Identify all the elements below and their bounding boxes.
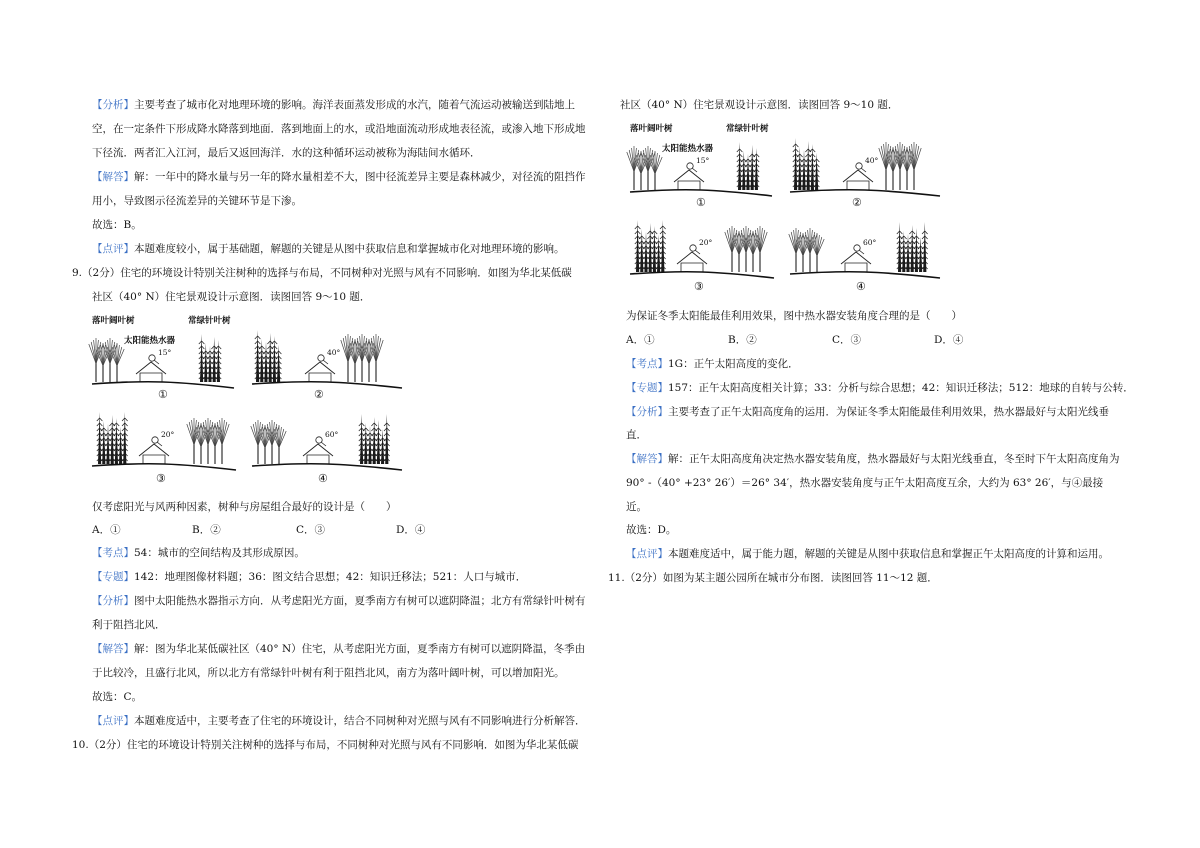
- heater-angle-label: 20°: [699, 238, 713, 247]
- q9-option-c: C．③: [296, 524, 326, 536]
- q10-comment-text: 本题难度适中，属于能力题，解题的关键是从图中获取信息和掌握正午太阳高度的计算和运用。: [668, 548, 1109, 560]
- q10-zhuanti-text: 157：正午太阳高度相关计算；33：分析与综合思想；42：知识迁移法；512：地球的自转与公转．: [668, 382, 1134, 394]
- q9-stem-2: 社区（40° N）住宅景观设计示意图．读图回答 9～10 题．: [92, 291, 371, 303]
- heater-angle-label: 60°: [863, 238, 877, 247]
- house-with-solar-heater: [674, 156, 710, 190]
- q8-analysis-text-3: 下径流．两者汇入江河，最后又返回海洋．水的这种循环运动被称为海陆间水循环．: [92, 147, 481, 159]
- panel-number-label: ③: [156, 472, 166, 485]
- q10-analysis: [626, 405, 1109, 419]
- panel-number-label: ③: [694, 280, 704, 293]
- q10-question: 为保证冬季太阳能最佳利用效果，图中热水器安装角度合理的是（ ）: [626, 310, 962, 322]
- conifer-trees: [897, 222, 928, 272]
- house-with-solar-heater: [841, 238, 877, 272]
- deciduous-tree-label: 落叶阔叶树: [630, 124, 673, 134]
- roof-icon: [674, 170, 704, 182]
- zhuanti-tag: 【专题】: [626, 382, 668, 394]
- q9-kaodian: [92, 546, 305, 560]
- q8-comment-text: 本题难度较小，属于基础题，解题的关键是从图中获取信息和掌握城市化对地理环境的影响。: [134, 243, 565, 255]
- q9-zhuanti: [92, 570, 526, 584]
- q10-stem-1: 10.（2分）住宅的环境设计特别关注树种的选择与布局，不同树种对光照与风有不同影响．如图为华北某低碳: [72, 739, 579, 751]
- q10-answer-text-1: 解：正午太阳高度角决定热水器安装角度，热水器最好与太阳光线垂直，冬至时下午太阳高度角为: [668, 453, 1120, 465]
- q8-choice: 故选：B。: [92, 219, 142, 231]
- q10-choice: 故选：D。: [626, 524, 677, 536]
- house-icon: [140, 373, 162, 382]
- deciduous-trees: [89, 338, 124, 382]
- house-icon: [309, 373, 331, 382]
- house-icon: [143, 455, 165, 464]
- q9-kaodian-text: 54：城市的空间结构及其形成原因。: [134, 547, 305, 559]
- kaodian-tag: 【考点】: [92, 547, 134, 559]
- q9-option-b: B．②: [192, 524, 221, 536]
- heater-angle-label: 15°: [696, 156, 710, 165]
- kaodian-tag: 【考点】: [626, 358, 668, 370]
- q10-answer: [626, 452, 1120, 466]
- conifer-trees: [255, 330, 282, 382]
- q10-zhuanti: [626, 381, 1134, 395]
- q9-choice: 故选：C。: [92, 691, 143, 703]
- panel-number-label: ②: [314, 388, 324, 401]
- panel-number-label: ②: [852, 196, 862, 209]
- house-with-solar-heater: [303, 430, 339, 464]
- q8-answer: [92, 170, 586, 184]
- deciduous-trees: [879, 142, 921, 190]
- answer-tag: 【解答】: [92, 171, 134, 183]
- roof-icon: [305, 362, 335, 374]
- q10-option-d: D．④: [934, 334, 964, 346]
- roof-icon: [677, 252, 707, 264]
- conifer-trees: [97, 412, 128, 464]
- q10-kaodian: [626, 357, 799, 371]
- q10-answer-text-2: 90° -（40° +23° 26′）＝26° 34′，热水器安装角度与正午太阳高度互余，大约为 63° 26′，与④最接: [626, 477, 1104, 489]
- figure-panel-2: [790, 138, 940, 209]
- zhuanti-tag: 【专题】: [92, 571, 134, 583]
- panel-number-label: ④: [318, 472, 328, 485]
- q10-stem-2: 社区（40° N）住宅景观设计示意图．读图回答 9～10 题．: [620, 99, 899, 111]
- comment-tag: 【点评】: [92, 715, 134, 727]
- heater-angle-label: 40°: [865, 156, 879, 165]
- ground-line: [630, 272, 774, 278]
- conifer-trees: [359, 414, 390, 464]
- q9-answer-text-1: 解：图为华北某低碳社区（40° N）住宅，从考虑阳光方面，夏季南方有树可以遮阴降温，冬季由: [134, 643, 586, 655]
- q9-option-a: A．①: [92, 524, 121, 536]
- deciduous-trees: [187, 418, 229, 464]
- q9-analysis-text-1: 图中太阳能热水器指示方向．从考虑阳光方面，夏季南方有树可以遮阴降温；北方有常绿针叶树有: [134, 595, 586, 607]
- q10-kaodian-text: 1G：正午太阳高度的变化．: [668, 358, 799, 370]
- deciduous-tree-label: 落叶阔叶树: [92, 316, 135, 326]
- heater-angle-label: 40°: [327, 348, 341, 357]
- q10-comment: [626, 547, 1109, 561]
- q10-option-c: C．③: [832, 334, 862, 346]
- deciduous-trees: [789, 228, 824, 272]
- answer-tag: 【解答】: [92, 643, 134, 655]
- heater-angle-label: 20°: [161, 430, 175, 439]
- conifer-tree-label: 常绿针叶树: [188, 316, 231, 326]
- q9-question: 仅考虑阳光与风两种因素，树种与房屋组合最好的设计是（ ）: [92, 501, 397, 513]
- analysis-tag: 【分析】: [92, 595, 134, 607]
- solar-heater-label: 太阳能热水器: [124, 336, 176, 346]
- house-icon: [681, 263, 703, 272]
- q8-analysis-text-2: 空，在一定条件下形成降水降落到地面．落到地面上的水，或沿地面流动形成地表径流，或渗入地下形成地: [92, 123, 586, 135]
- house-icon: [307, 455, 329, 464]
- landscape-figure-left: [88, 312, 408, 488]
- ground-line: [252, 382, 402, 388]
- q8-comment: [92, 242, 565, 256]
- q8-analysis: [92, 98, 575, 112]
- q8-analysis-text-1: 主要考查了城市化对地理环境的影响。海洋表面蒸发形成的水汽，随着气流运动被输送到陆地上: [134, 99, 575, 111]
- q9-stem-1: 9.（2分）住宅的环境设计特别关注树种的选择与布局，不同树种对光照与风有不同影响．如图为华北某低碳: [72, 267, 572, 279]
- house-with-solar-heater: [305, 348, 341, 382]
- panel-number-label: ①: [696, 196, 706, 209]
- q9-answer: [92, 642, 585, 656]
- roof-icon: [303, 444, 333, 456]
- roof-icon: [136, 362, 166, 374]
- house-with-solar-heater: [677, 238, 713, 272]
- q10-option-a: A．①: [626, 334, 655, 346]
- analysis-tag: 【分析】: [92, 99, 134, 111]
- panel-number-label: ①: [158, 388, 168, 401]
- q9-comment: [92, 714, 586, 728]
- q8-answer-text-1: 解：一年中的降水量与另一年的降水量相差不大，图中径流差异主要是森林减少，对径流的阻挡作: [134, 171, 586, 183]
- roof-icon: [841, 252, 871, 264]
- heater-angle-label: 60°: [325, 430, 339, 439]
- figure-panel-4: [789, 222, 940, 293]
- q10-analysis-text-1: 主要考查了正午太阳高度角的运用．为保证冬季太阳能最佳利用效果，热水器最好与太阳光线垂: [668, 406, 1109, 418]
- figure-panel-4: [251, 414, 402, 485]
- conifer-trees: [199, 334, 221, 382]
- deciduous-trees: [627, 146, 662, 190]
- deciduous-trees: [251, 420, 286, 464]
- deciduous-trees: [725, 226, 767, 272]
- conifer-trees: [635, 220, 666, 272]
- ground-line: [92, 464, 236, 470]
- ground-line: [790, 272, 940, 278]
- house-with-solar-heater: [843, 156, 879, 190]
- q10-analysis-text-2: 直．: [626, 429, 647, 441]
- house-icon: [847, 181, 869, 190]
- landscape-figure-right: [626, 120, 946, 296]
- conifer-trees: [793, 138, 820, 190]
- ground-line: [252, 464, 402, 470]
- deciduous-trees: [341, 334, 383, 382]
- q9-answer-text-2: 于比较冷，且盛行北风，所以北方有常绿针叶树有利于阻挡北风，南方为落叶阔叶树，可以增加阳光。: [92, 667, 565, 679]
- roof-icon: [843, 170, 873, 182]
- q10-answer-text-3: 近。: [626, 501, 647, 513]
- comment-tag: 【点评】: [626, 548, 668, 560]
- house-with-solar-heater: [139, 430, 175, 464]
- q10-option-b: B．②: [728, 334, 757, 346]
- q11-stem-1: 11.（2分）如图为某主题公园所在城市分布图．读图回答 11～12 题．: [608, 572, 938, 584]
- q9-zhuanti-text: 142：地理图像材料题；36：图文结合思想；42：知识迁移法；521：人口与城市．: [134, 571, 527, 583]
- analysis-tag: 【分析】: [626, 406, 668, 418]
- answer-tag: 【解答】: [626, 453, 668, 465]
- q9-analysis-text-2: 利于阻挡北风．: [92, 619, 166, 631]
- figure-panel-3: [630, 220, 774, 293]
- heater-angle-label: 15°: [158, 348, 172, 357]
- figure-panel-2: [252, 330, 402, 401]
- q9-option-d: D．④: [396, 524, 426, 536]
- conifer-tree-label: 常绿针叶树: [726, 124, 769, 134]
- q9-comment-text: 本题难度适中，主要考查了住宅的环境设计，结合不同树种对光照与风有不同影响进行分析解答．: [134, 715, 586, 727]
- house-icon: [845, 263, 867, 272]
- figure-panel-3: [92, 412, 236, 485]
- house-with-solar-heater: [136, 348, 172, 382]
- panel-number-label: ④: [856, 280, 866, 293]
- comment-tag: 【点评】: [92, 243, 134, 255]
- q9-analysis: [92, 594, 586, 608]
- conifer-trees: [737, 142, 759, 190]
- q8-answer-text-2: 用小，导致图示径流差异的关键环节是下渗。: [92, 195, 302, 207]
- solar-heater-label: 太阳能热水器: [662, 144, 714, 154]
- roof-icon: [139, 444, 169, 456]
- ground-line: [790, 190, 940, 196]
- house-icon: [678, 181, 700, 190]
